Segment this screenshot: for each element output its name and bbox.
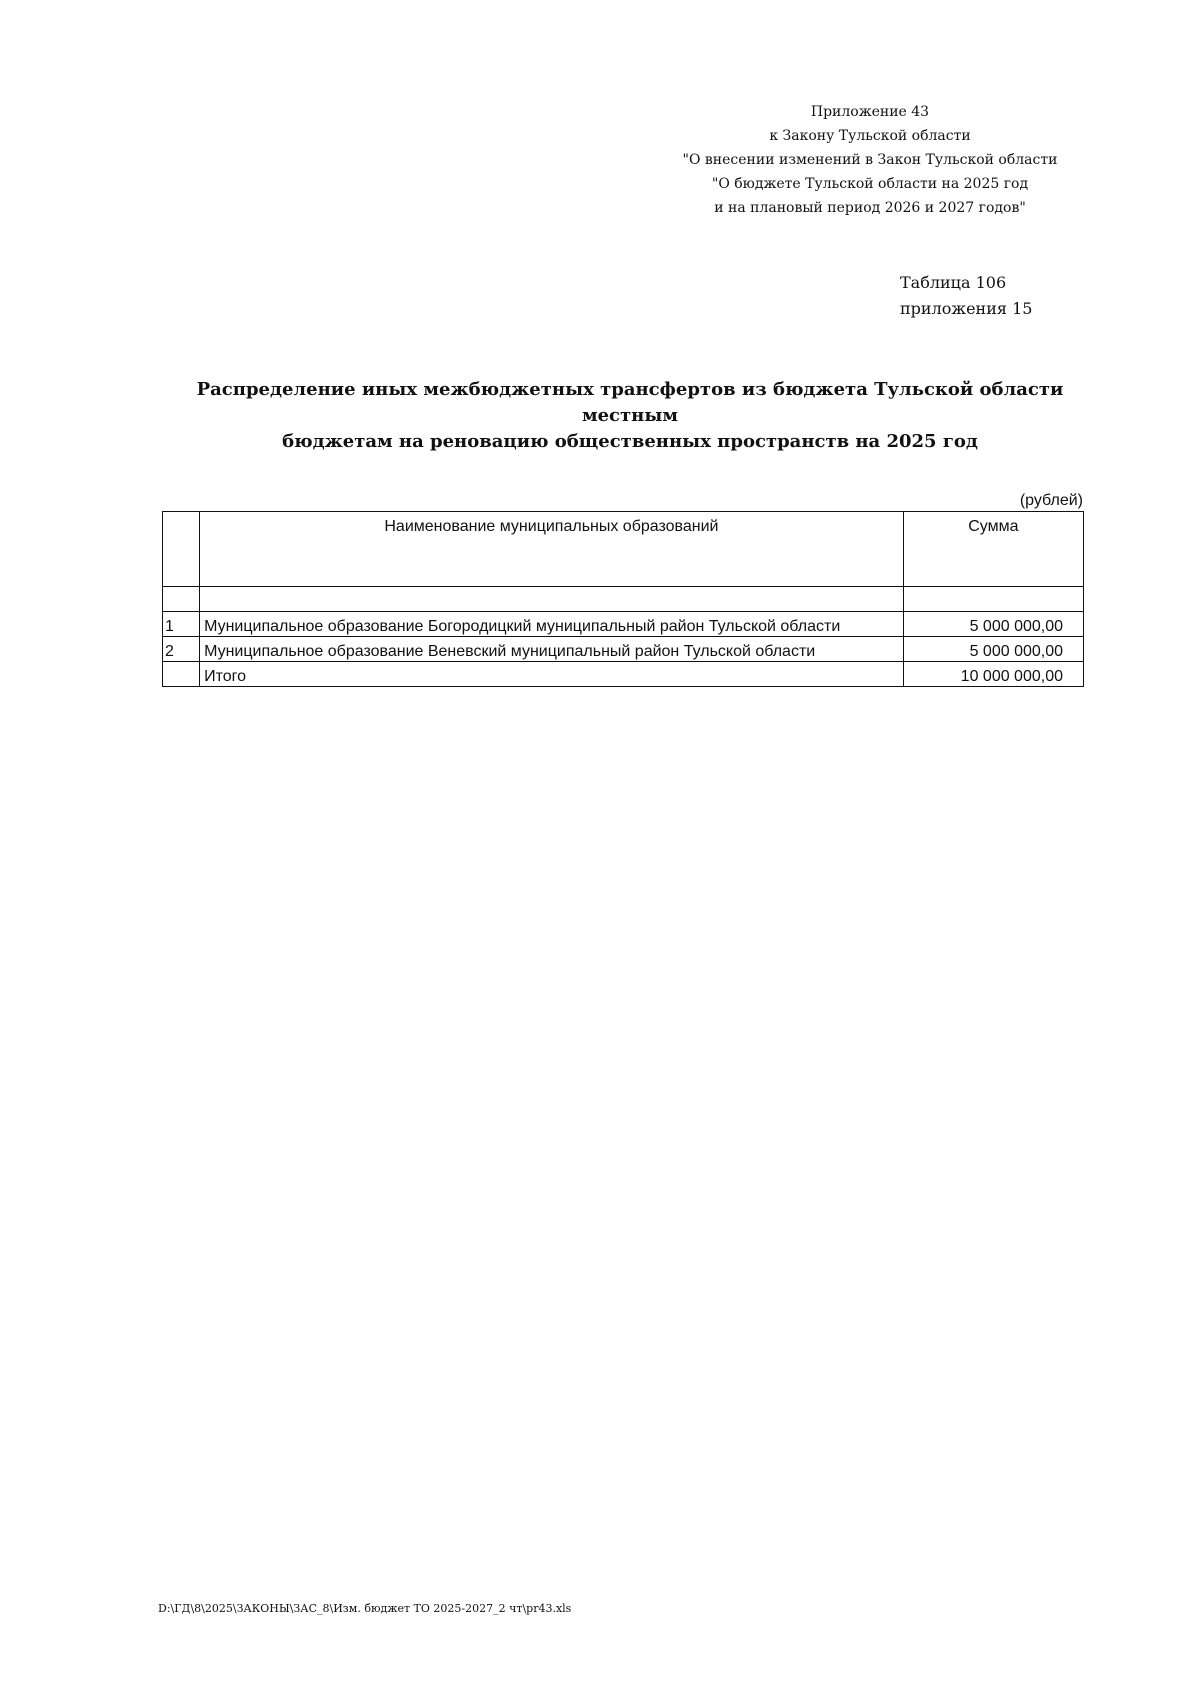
total-number — [163, 662, 200, 687]
row-sum: 5 000 000,00 — [903, 612, 1083, 637]
table-ref-line: приложения 15 — [900, 299, 1033, 318]
table-ref-line: Таблица 106 — [900, 273, 1007, 292]
appendix-line: "О внесении изменений в Закон Тульской области — [682, 152, 1058, 168]
total-label: Итого — [200, 662, 904, 687]
appendix-line: Приложение 43 — [810, 104, 930, 120]
appendix-line: "О бюджете Тульской области на 2025 год — [711, 176, 1029, 192]
table-row — [163, 612, 1084, 637]
row-sum: 5 000 000,00 — [903, 637, 1083, 662]
header-sum: Сумма — [903, 512, 1083, 587]
title-line-1: Распределение иных межбюджетных трансфертов из бюджета Тульской области местным — [196, 379, 1064, 426]
units-label: (рублей) — [1019, 492, 1083, 509]
table-row — [163, 637, 1084, 662]
row-number: 2 — [163, 637, 200, 662]
total-row — [163, 662, 1084, 687]
table-header-row — [163, 512, 1084, 587]
spacer-row — [163, 587, 1084, 612]
file-path-footer: D:\ГД\8\2025\ЗАКОНЫ\ЗАС_8\Изм. бюджет ТО 2025-2027_2 чт\pr43.xls — [158, 1602, 572, 1615]
row-number: 1 — [163, 612, 200, 637]
appendix-line: к Закону Тульской области — [769, 128, 971, 144]
row-name: Муниципальное образование Веневский муниципальный район Тульской области — [200, 637, 904, 662]
header-number — [163, 512, 200, 587]
transfers-table — [162, 511, 1084, 687]
appendix-line: и на плановый период 2026 и 2027 годов" — [714, 200, 1026, 216]
header-name: Наименование муниципальных образований — [200, 512, 904, 587]
table-reference — [900, 270, 1050, 322]
title-line-2: бюджетам на реновацию общественных пространств на 2025 год — [282, 431, 978, 452]
document-title — [150, 377, 1110, 455]
total-sum: 10 000 000,00 — [903, 662, 1083, 687]
appendix-reference — [640, 100, 1100, 220]
row-name: Муниципальное образование Богородицкий муниципальный район Тульской области — [200, 612, 904, 637]
